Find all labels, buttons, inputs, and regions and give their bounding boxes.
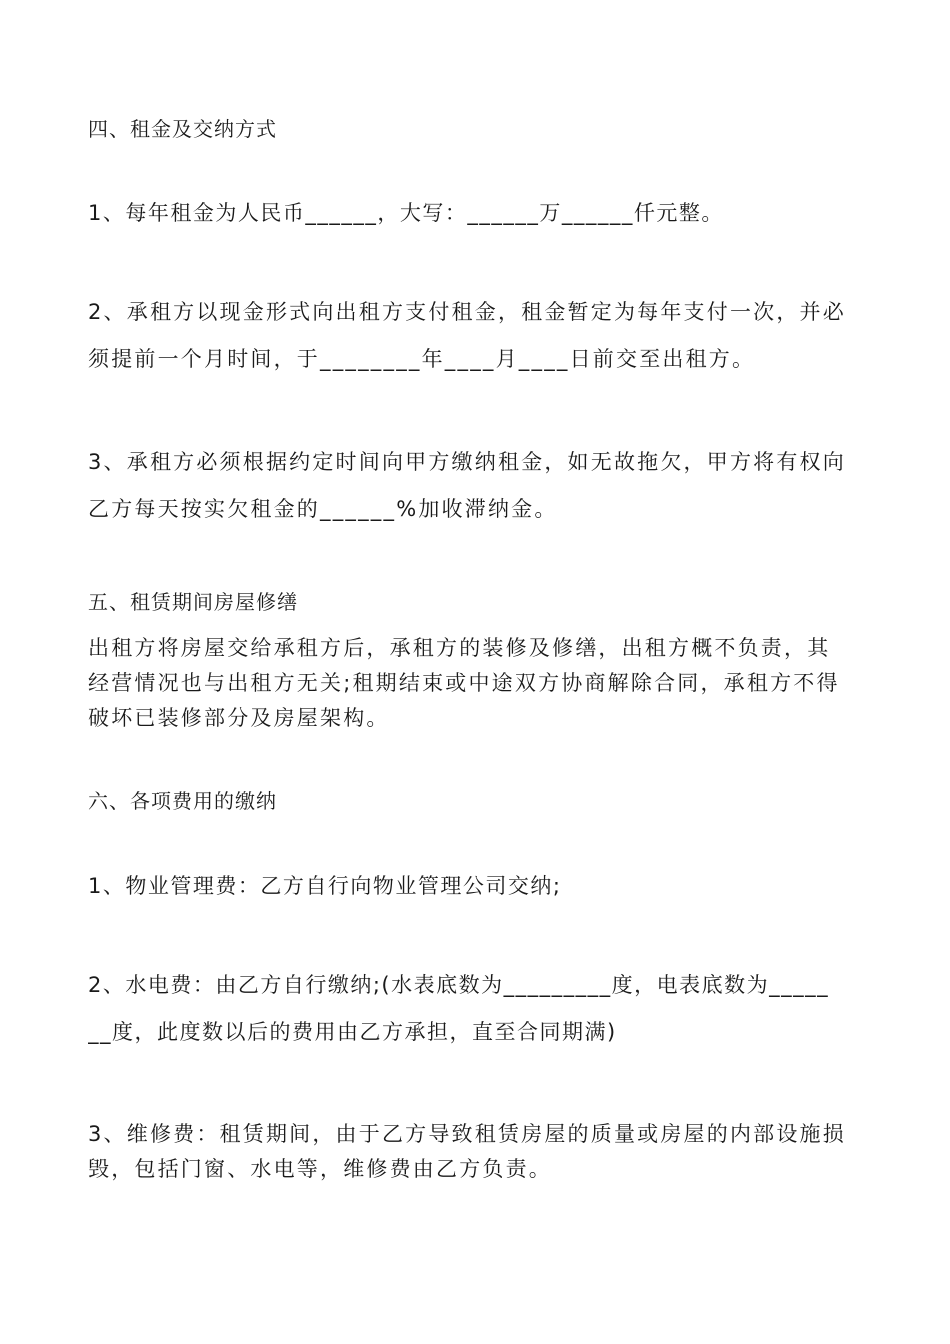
section-4-heading: 四、租金及交纳方式 <box>88 117 277 141</box>
section-5-body-line-3: 破坏已装修部分及房屋架构。 <box>88 706 390 730</box>
section-5-body-line-1: 出租方将房屋交给承租方后，承租方的装修及修缮，出租方概不负责，其 <box>88 636 831 660</box>
section-4-item-2-line-1: 2、承租方以现金形式向出租方支付租金，租金暂定为每年支付一次，并必 <box>88 300 846 324</box>
section-5-body <box>88 632 868 732</box>
section-6-item-2 <box>88 969 868 1046</box>
section-6-heading: 六、各项费用的缴纳 <box>88 789 277 813</box>
section-4-item-3-line-1: 3、承租方必须根据约定时间向甲方缴纳租金，如无故拖欠，甲方将有权向 <box>88 450 846 474</box>
section-6-item-1: 1、物业管理费：乙方自行向物业管理公司交纳; <box>88 874 562 898</box>
section-6-item-3-line-1: 3、维修费：租赁期间，由于乙方导致租赁房屋的质量或房屋的内部设施损 <box>88 1122 846 1146</box>
section-6-item-2-line-1: 2、水电费：由乙方自行缴纳;(水表底数为_________度，电表底数为_____ <box>88 973 830 997</box>
section-4-item-2 <box>88 296 868 373</box>
section-6-item-3 <box>88 1118 868 1183</box>
section-4-item-3-line-2: 乙方每天按实欠租金的______%加收滞纳金。 <box>88 497 558 521</box>
section-6-item-2-line-2: __度，此度数以后的费用由乙方承担，直至合同期满) <box>88 1020 617 1044</box>
section-4-item-3 <box>88 446 868 523</box>
section-5-body-line-2: 经营情况也与出租方无关;租期结束或中途双方协商解除合同，承租方不得 <box>88 671 840 695</box>
section-6-item-3-line-2: 毁，包括门窗、水电等，维修费由乙方负责。 <box>88 1157 552 1181</box>
section-5-heading: 五、租赁期间房屋修缮 <box>88 590 298 614</box>
section-4-item-2-line-2: 须提前一个月时间，于________年____月____日前交至出租方。 <box>88 347 756 371</box>
section-4-item-1: 1、每年租金为人民币______，大写：______万______仟元整。 <box>88 201 724 225</box>
